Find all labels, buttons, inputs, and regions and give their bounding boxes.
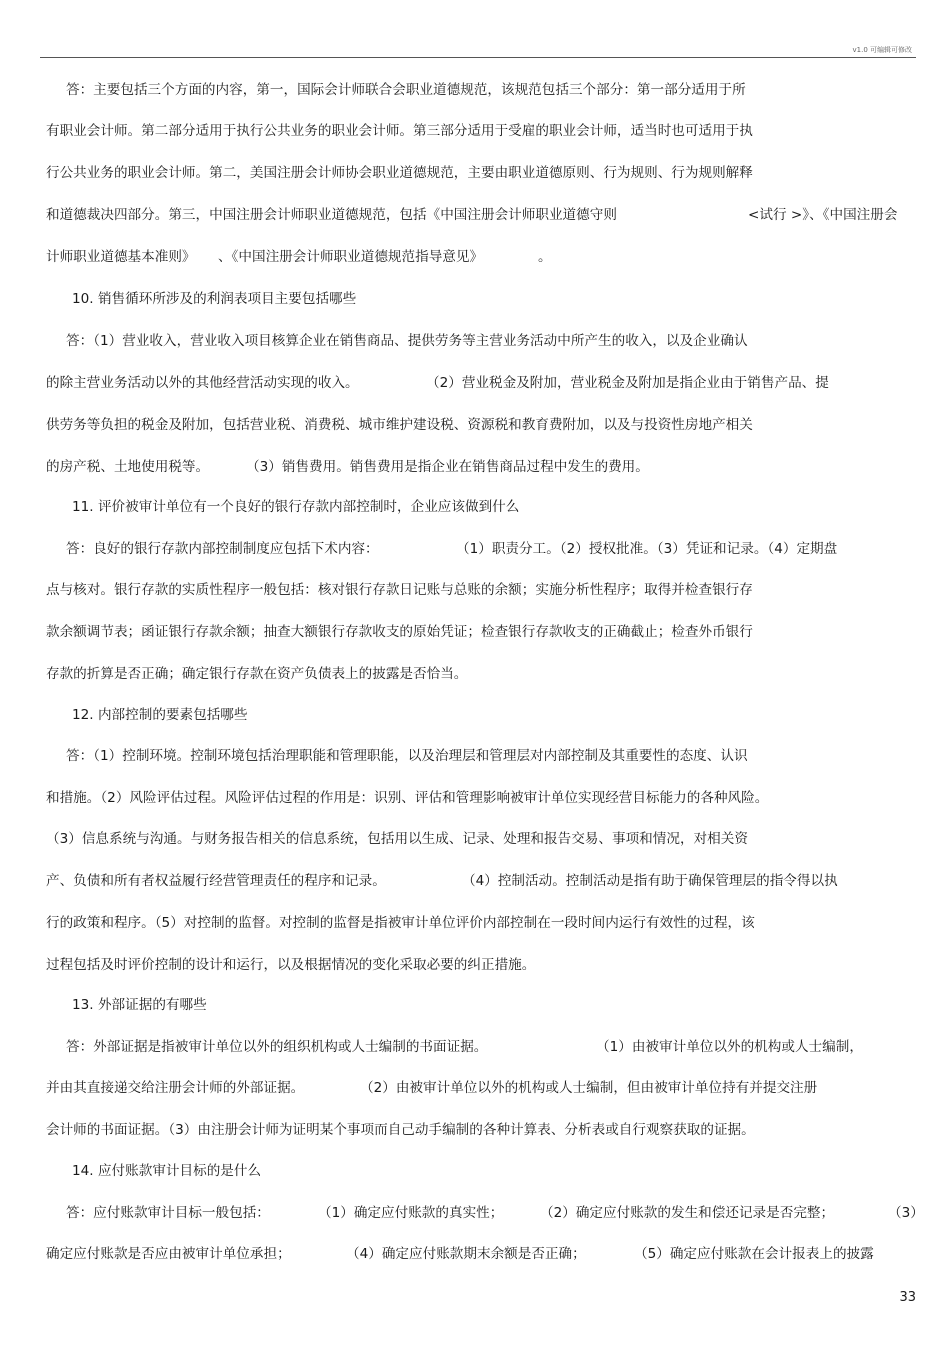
text-segment: 答：（1）营业收入，营业收入项目核算企业在销售商品、提供劳务等主营业务活动中所产生的收入，以及企业确认 <box>66 333 748 349</box>
text-line <box>0 205 950 225</box>
text-segment: 确定应付账款是否应由被审计单位承担； <box>46 1246 291 1262</box>
text-segment: 和措施。（2）风险评估过程。风险评估过程的作用是：识别、评估和管理影响被审计单位实现经营目标能力的各种风险。 <box>46 790 769 806</box>
text-segment: <试行 >》、《中国注册会 <box>748 207 898 223</box>
text-segment: （2）确定应付账款的发生和偿还记录是否完整； <box>540 1205 835 1221</box>
text-segment: 供劳务等负担的税金及附加，包括营业税、消费税、城市维护建设税、资源税和教育费附加，以及与投资性房地产相关 <box>46 417 753 433</box>
text-segment: （4）确定应付账款期末余额是否正确； <box>346 1246 586 1262</box>
text-segment: 和道德裁决四部分。第三，中国注册会计师职业道德规范，包括《中国注册会计师职业道德守则 <box>46 207 617 223</box>
text-segment: 计师职业道德基本准则》 <box>46 249 196 265</box>
text-segment: （4）控制活动。控制活动是指有助于确保管理层的指令得以执 <box>462 873 838 889</box>
text-line <box>0 746 950 766</box>
text-segment: 11. 评价被审计单位有一个良好的银行存款内部控制时，企业应该做到什么 <box>72 499 520 515</box>
text-line <box>0 580 950 600</box>
text-segment: 答：（1）控制环境。控制环境包括治理职能和管理职能，以及治理层和管理层对内部控制及其重要性的态度、认识 <box>66 748 748 764</box>
text-segment: （2）由被审计单位以外的机构或人士编制，但由被审计单位持有并提交注册 <box>360 1080 818 1096</box>
text-segment: 行的政策和程序。（5）对控制的监督。对控制的监督是指被审计单位评价内部控制在一段时间内运行有效性的过程，该 <box>46 915 755 931</box>
text-line <box>0 247 950 267</box>
text-segment: （5）确定应付账款在会计报表上的披露 <box>634 1246 874 1262</box>
text-segment: 答：主要包括三个方面的内容，第一，国际会计师联合会职业道德规范，该规范包括三个部分：第一部分适用于所 <box>66 82 746 98</box>
question-heading <box>0 289 950 309</box>
text-segment: 12. 内部控制的要素包括哪些 <box>72 707 248 723</box>
text-line <box>0 788 950 808</box>
question-heading <box>0 705 950 725</box>
text-segment: （3） <box>888 1205 924 1221</box>
text-segment: 款余额调节表；函证银行存款余额；抽查大额银行存款收支的原始凭证；检查银行存款收支的正确截止；检查外币银行 <box>46 624 753 640</box>
text-line <box>0 829 950 849</box>
text-segment: 点与核对。银行存款的实质性程序一般包括：核对银行存款日记账与总账的余额；实施分析性程序；取得并检查银行存 <box>46 582 753 598</box>
text-line <box>0 163 950 183</box>
text-segment: 存款的折算是否正确；确定银行存款在资产负债表上的披露是否恰当。 <box>46 666 468 682</box>
text-line <box>0 622 950 642</box>
text-segment: 行公共业务的职业会计师。第二，美国注册会计师协会职业道德规范，主要由职业道德原则、行为规则、行为规则解释 <box>46 165 753 181</box>
text-line <box>0 664 950 684</box>
text-segment: 、《中国注册会计师职业道德规范指导意见》 <box>218 249 484 265</box>
text-segment: 的房产税、土地使用税等。 <box>46 459 210 475</box>
text-line <box>0 1244 950 1264</box>
text-segment: 答：良好的银行存款内部控制制度应包括下术内容： <box>66 541 379 557</box>
text-line <box>0 871 950 891</box>
text-line <box>0 373 950 393</box>
text-line <box>0 415 950 435</box>
text-segment: 有职业会计师。第二部分适用于执行公共业务的职业会计师。第三部分适用于受雇的职业会计师，适当时也可适用于执 <box>46 123 753 139</box>
text-segment: （3）销售费用。销售费用是指企业在销售商品过程中发生的费用。 <box>246 459 649 475</box>
text-line <box>0 331 950 351</box>
question-heading <box>0 497 950 517</box>
text-line <box>0 1120 950 1140</box>
text-segment: 13. 外部证据的有哪些 <box>72 997 207 1013</box>
header-version-note: v1.0 可编辑可修改 <box>852 46 912 54</box>
text-line <box>0 913 950 933</box>
text-segment: 14. 应付账款审计目标的是什么 <box>72 1163 262 1179</box>
text-line <box>0 1203 950 1223</box>
text-segment: （1）职责分工。（2）授权批准。（3）凭证和记录。（4）定期盘 <box>456 541 838 557</box>
text-line <box>0 1037 950 1057</box>
text-segment: 答：外部证据是指被审计单位以外的组织机构或人士编制的书面证据。 <box>66 1039 488 1055</box>
text-segment: （3）信息系统与沟通。与财务报告相关的信息系统，包括用以生成、记录、处理和报告交易、事项和情况，对相关资 <box>46 831 748 847</box>
text-segment: （2）营业税金及附加，营业税金及附加是指企业由于销售产品、提 <box>426 375 829 391</box>
text-line <box>0 1078 950 1098</box>
text-segment: 过程包括及时评价控制的设计和运行，以及根据情况的变化采取必要的纠正措施。 <box>46 957 536 973</box>
text-line <box>0 955 950 975</box>
text-segment: 10. 销售循环所涉及的利润表项目主要包括哪些 <box>72 291 357 307</box>
text-segment: （1）由被审计单位以外的机构或人士编制， <box>596 1039 863 1055</box>
text-segment: 答：应付账款审计目标一般包括： <box>66 1205 270 1221</box>
page-number: 33 <box>899 1290 916 1305</box>
text-segment: 产、负债和所有者权益履行经营管理责任的程序和记录。 <box>46 873 386 889</box>
text-segment: 。 <box>538 249 552 265</box>
text-segment: 并由其直接递交给注册会计师的外部证据。 <box>46 1080 305 1096</box>
text-line <box>0 121 950 141</box>
question-heading <box>0 995 950 1015</box>
text-line <box>0 80 950 100</box>
header-rule <box>40 57 916 58</box>
text-segment: 会计师的书面证据。（3）由注册会计师为证明某个事项而自己动手编制的各种计算表、分析表或自行观察获取的证据。 <box>46 1122 755 1138</box>
text-segment: （1）确定应付账款的真实性； <box>318 1205 504 1221</box>
text-line <box>0 457 950 477</box>
text-segment: 的除主营业务活动以外的其他经营活动实现的收入。 <box>46 375 359 391</box>
text-line <box>0 539 950 559</box>
question-heading <box>0 1161 950 1181</box>
